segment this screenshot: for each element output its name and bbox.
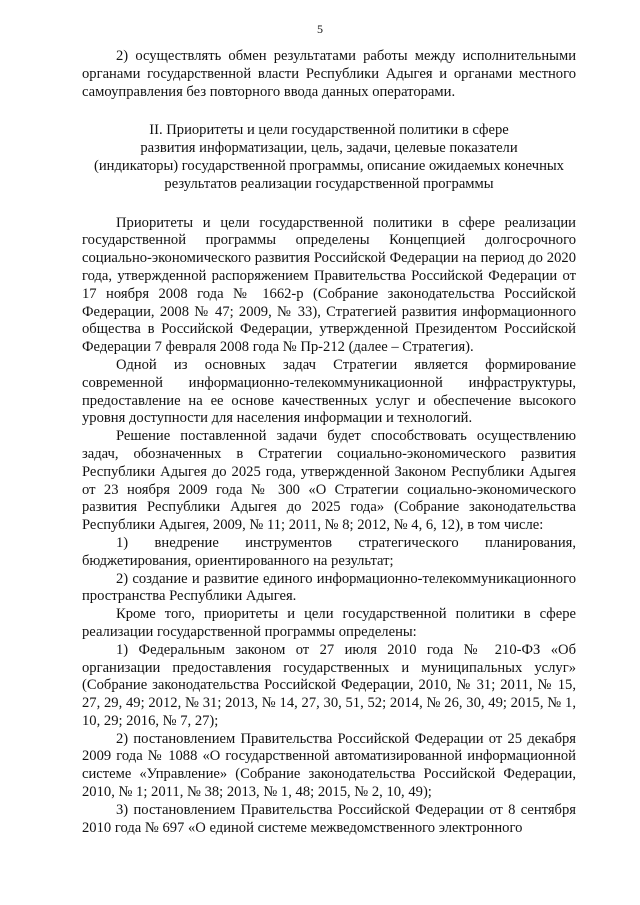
- section-heading-line: результатов реализации государственной программы: [164, 175, 494, 192]
- body-paragraph: Приоритеты и цели государственной политики в сфере реализации государственной программы определены Концепцией долгосрочного социально-экономического развития Российской Федерации на период до 2020 года, утвержденной распоряжением Правительства Российской Федерации от 17 ноября 2008 года № 1662-р (Собрание законодательства Российской Федерации, 2008 № 47; 2009, № 33), Стратегией развития информационного общества в Российской Федерации, утвержденной Президентом Российской Федерации 7 февраля 2008 года № Пр-212 (далее – Стратегия).: [82, 214, 576, 356]
- list-item: 1) внедрение инструментов стратегического планирования, бюджетирования, ориентированного на результат;: [82, 534, 576, 569]
- page-number: 5: [317, 22, 323, 36]
- body-paragraph: Решение поставленной задачи будет способствовать осуществлению задач, обозначенных в Стратегии социально-экономического развития Республики Адыгея до 2025 года, утвержденной Законом Республики Адыгея от 23 ноября 2009 года № 300 «О Стратегии социально-экономического развития Республики Адыгея до 2025 года» (Собрание законодательства Республики Адыгея, 2009, № 11; 2011, № 8; 2012, № 4, 6, 12), в том числе:: [82, 428, 576, 534]
- list-item: 2) создание и развитие единого информационно-телекоммуникационного пространства Республики Адыгея.: [82, 570, 576, 605]
- list-item: 3) постановлением Правительства Российской Федерации от 8 сентября 2010 года № 697 «О единой системе межведомственного электронного: [82, 801, 576, 836]
- section-heading: [82, 122, 576, 193]
- page-content: [82, 48, 576, 837]
- list-item: 2) постановлением Правительства Российской Федерации от 25 декабря 2009 года № 1088 «О государственной автоматизированной информационной системе «Управление» (Собрание законодательства Российской Федерации, 2010, № 1; 2011, № 38; 2013, № 1, 48; 2015, № 2, 10, 49);: [82, 730, 576, 801]
- section-heading-line: развития информатизации, цель, задачи, целевые показатели: [140, 140, 518, 157]
- list-item: 1) Федеральным законом от 27 июля 2010 года № 210-ФЗ «Об организации предоставления государственных и муниципальных услуг» (Собрание законодательства Российской Федерации, 2010, № 31; 2011, № 15, 27, 29, 49; 2012, № 31; 2013, № 14, 27, 30, 51, 52; 2014, № 26, 30, 49; 2015, № 1, 10, 29; 2016, № 7, 27);: [82, 641, 576, 729]
- body-paragraph: Одной из основных задач Стратегии является формирование современной информационно-телекоммуникационной инфраструктуры, предоставление на ее основе качественных услуг и обеспечение высокого уровня доступности для населения информации и технологий.: [82, 356, 576, 427]
- section-heading-line: (индикаторы) государственной программы, описание ожидаемых конечных: [94, 157, 564, 174]
- body-paragraph: Кроме того, приоритеты и цели государственной политики в сфере реализации государственной программы определены:: [82, 606, 576, 640]
- section-heading-line: II. Приоритеты и цели государственной политики в сфере: [149, 122, 509, 139]
- intro-paragraph: 2) осуществлять обмен результатами работы между исполнительными органами государственной власти Республики Адыгея и органами местного самоуправления без повторного ввода данных операторами.: [82, 48, 576, 100]
